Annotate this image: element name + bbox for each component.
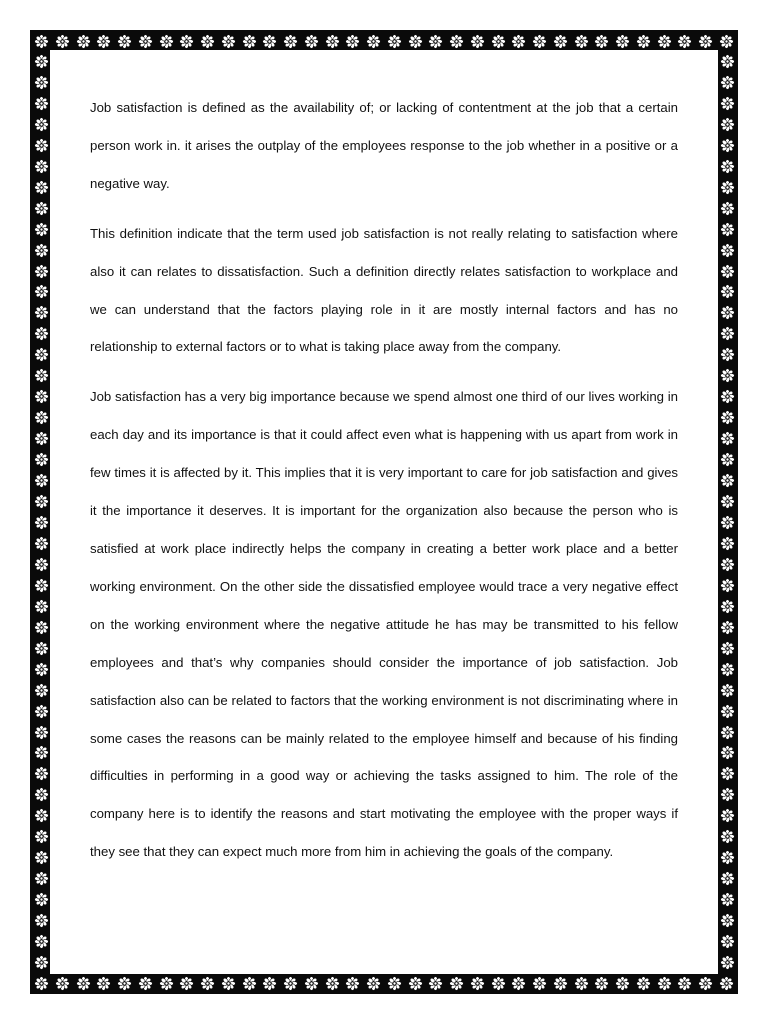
flower-ornament-icon (262, 976, 277, 991)
flower-ornament-icon (428, 976, 443, 991)
flower-ornament-icon (387, 976, 402, 991)
flower-ornament-icon (221, 34, 236, 49)
flower-ornament-icon (720, 829, 735, 844)
flower-ornament-icon (408, 976, 423, 991)
flower-ornament-icon (532, 976, 547, 991)
flower-ornament-icon (657, 976, 672, 991)
flower-ornament-icon (34, 955, 49, 970)
flower-ornament-icon (34, 368, 49, 383)
flower-ornament-icon (34, 515, 49, 530)
flower-ornament-icon (200, 34, 215, 49)
flower-ornament-icon (34, 871, 49, 886)
flower-ornament-icon (34, 725, 49, 740)
border-bottom-row (34, 974, 734, 992)
flower-ornament-icon (720, 641, 735, 656)
flower-ornament-icon (677, 976, 692, 991)
flower-ornament-icon (34, 578, 49, 593)
flower-ornament-icon (574, 34, 589, 49)
flower-ornament-icon (720, 599, 735, 614)
flower-ornament-icon (720, 326, 735, 341)
flower-ornament-icon (325, 34, 340, 49)
flower-ornament-icon (34, 536, 49, 551)
flower-ornament-icon (34, 243, 49, 258)
flower-ornament-icon (34, 284, 49, 299)
flower-ornament-icon (345, 976, 360, 991)
flower-ornament-icon (720, 620, 735, 635)
flower-ornament-icon (511, 976, 526, 991)
flower-ornament-icon (34, 641, 49, 656)
flower-ornament-icon (34, 976, 49, 991)
flower-ornament-icon (408, 34, 423, 49)
flower-ornament-icon (720, 850, 735, 865)
flower-ornament-icon (720, 725, 735, 740)
flower-ornament-icon (34, 704, 49, 719)
flower-ornament-icon (34, 117, 49, 132)
flower-ornament-icon (449, 976, 464, 991)
flower-ornament-icon (283, 976, 298, 991)
flower-ornament-icon (428, 34, 443, 49)
flower-ornament-icon (720, 96, 735, 111)
flower-ornament-icon (96, 34, 111, 49)
flower-ornament-icon (34, 389, 49, 404)
flower-ornament-icon (34, 766, 49, 781)
flower-ornament-icon (720, 138, 735, 153)
flower-ornament-icon (387, 34, 402, 49)
flower-ornament-icon (720, 305, 735, 320)
flower-ornament-icon (720, 264, 735, 279)
flower-ornament-icon (34, 683, 49, 698)
flower-ornament-icon (720, 808, 735, 823)
flower-ornament-icon (242, 34, 257, 49)
flower-ornament-icon (34, 159, 49, 174)
flower-ornament-icon (720, 766, 735, 781)
flower-ornament-icon (221, 976, 236, 991)
border-left-column (32, 54, 50, 970)
flower-ornament-icon (117, 976, 132, 991)
flower-ornament-icon (720, 787, 735, 802)
flower-ornament-icon (720, 159, 735, 174)
flower-ornament-icon (345, 34, 360, 49)
flower-ornament-icon (34, 913, 49, 928)
flower-ornament-icon (34, 54, 49, 69)
flower-ornament-icon (720, 662, 735, 677)
flower-ornament-icon (34, 808, 49, 823)
flower-ornament-icon (532, 34, 547, 49)
flower-ornament-icon (720, 284, 735, 299)
flower-ornament-icon (511, 34, 526, 49)
flower-ornament-icon (720, 389, 735, 404)
flower-ornament-icon (34, 180, 49, 195)
flower-ornament-icon (34, 892, 49, 907)
flower-ornament-icon (34, 745, 49, 760)
flower-ornament-icon (720, 54, 735, 69)
flower-ornament-icon (720, 201, 735, 216)
flower-ornament-icon (553, 976, 568, 991)
flower-ornament-icon (34, 431, 49, 446)
flower-ornament-icon (179, 34, 194, 49)
flower-ornament-icon (698, 976, 713, 991)
flower-ornament-icon (720, 536, 735, 551)
flower-ornament-icon (677, 34, 692, 49)
flower-ornament-icon (720, 410, 735, 425)
flower-ornament-icon (553, 34, 568, 49)
flower-ornament-icon (720, 494, 735, 509)
flower-ornament-icon (55, 34, 70, 49)
flower-ornament-icon (719, 976, 734, 991)
flower-ornament-icon (34, 473, 49, 488)
paragraph-3: Job satisfaction has a very big importance because we spend almost one third of our lives working in each day and its importance is that it could affect even what is happening with us apart from work in few times it is affected by it. This implies that it is very important to care for job satisfaction and gives it the importance it deserves. It is important for the organization also because the person who is satisfied at work place indirectly helps the company in creating a better work place and a better working environment. On the other side the dissatisfied employee would trace a very negative effect on the working environment where the negative attitude he has may be transmitted to his fellow employees and that’s why companies should consider the importance of job satisfaction. Job satisfaction also can be related to factors that the working environment is not discriminating where in some cases the reasons can be mainly related to the employee himself and because of his finding difficulties in performing in a good way or achieving the tasks assigned to him. The role of the company here is to identify the reasons and start motivating the employee with the proper ways if they see that they can expect much more from him in achieving the goals of the company. (90, 389, 678, 860)
flower-ornament-icon (117, 34, 132, 49)
flower-ornament-icon (304, 34, 319, 49)
border-right-column (718, 54, 736, 970)
flower-ornament-icon (720, 75, 735, 90)
flower-ornament-icon (55, 976, 70, 991)
flower-ornament-icon (34, 599, 49, 614)
flower-ornament-icon (138, 976, 153, 991)
flower-ornament-icon (657, 34, 672, 49)
flower-ornament-icon (138, 34, 153, 49)
flower-ornament-icon (720, 452, 735, 467)
flower-ornament-icon (34, 829, 49, 844)
document-body (90, 89, 678, 883)
flower-ornament-icon (449, 34, 464, 49)
flower-ornament-icon (34, 494, 49, 509)
flower-ornament-icon (698, 34, 713, 49)
flower-ornament-icon (720, 934, 735, 949)
flower-ornament-icon (159, 976, 174, 991)
flower-ornament-icon (720, 347, 735, 362)
flower-ornament-icon (720, 222, 735, 237)
flower-ornament-icon (615, 34, 630, 49)
flower-ornament-icon (34, 347, 49, 362)
flower-ornament-icon (366, 34, 381, 49)
flower-ornament-icon (34, 620, 49, 635)
flower-ornament-icon (34, 410, 49, 425)
flower-ornament-icon (76, 976, 91, 991)
flower-ornament-icon (491, 34, 506, 49)
flower-ornament-icon (720, 117, 735, 132)
flower-ornament-icon (34, 305, 49, 320)
flower-ornament-icon (594, 976, 609, 991)
flower-ornament-icon (470, 34, 485, 49)
flower-ornament-icon (179, 976, 194, 991)
flower-ornament-icon (720, 243, 735, 258)
flower-ornament-icon (34, 452, 49, 467)
flower-ornament-icon (720, 683, 735, 698)
flower-ornament-icon (719, 34, 734, 49)
flower-ornament-icon (491, 976, 506, 991)
flower-ornament-icon (720, 473, 735, 488)
flower-ornament-icon (720, 704, 735, 719)
flower-ornament-icon (34, 34, 49, 49)
flower-ornament-icon (34, 557, 49, 572)
border-top-row (34, 32, 734, 50)
flower-ornament-icon (96, 976, 111, 991)
flower-ornament-icon (720, 871, 735, 886)
flower-ornament-icon (325, 976, 340, 991)
flower-ornament-icon (34, 201, 49, 216)
flower-ornament-icon (636, 976, 651, 991)
flower-ornament-icon (594, 34, 609, 49)
flower-ornament-icon (34, 850, 49, 865)
flower-ornament-icon (34, 96, 49, 111)
flower-ornament-icon (720, 180, 735, 195)
flower-ornament-icon (720, 745, 735, 760)
paragraph-1: Job satisfaction is defined as the availability of; or lacking of contentment at the job that a certain person work in. it arises the outplay of the employees response to the job whether in a positive or a negative way. (90, 100, 678, 191)
flower-ornament-icon (720, 913, 735, 928)
paragraph-2: This definition indicate that the term used job satisfaction is not really relating to satisfaction where also it can relates to dissatisfaction. Such a definition directly relates satisfaction to workplace and we can understand that the factors playing role in it are mostly internal factors and has no relationship to external factors or to what is taking place away from the company. (90, 225, 678, 355)
flower-ornament-icon (242, 976, 257, 991)
flower-ornament-icon (636, 34, 651, 49)
flower-ornament-icon (720, 431, 735, 446)
flower-ornament-icon (34, 662, 49, 677)
flower-ornament-icon (720, 955, 735, 970)
flower-ornament-icon (159, 34, 174, 49)
flower-ornament-icon (34, 326, 49, 341)
flower-ornament-icon (720, 368, 735, 383)
flower-ornament-icon (34, 934, 49, 949)
flower-ornament-icon (574, 976, 589, 991)
flower-ornament-icon (34, 75, 49, 90)
flower-ornament-icon (720, 557, 735, 572)
flower-ornament-icon (720, 515, 735, 530)
flower-ornament-icon (262, 34, 277, 49)
flower-ornament-icon (200, 976, 215, 991)
flower-ornament-icon (34, 138, 49, 153)
flower-ornament-icon (366, 976, 381, 991)
flower-ornament-icon (34, 787, 49, 802)
flower-ornament-icon (720, 578, 735, 593)
flower-ornament-icon (304, 976, 319, 991)
flower-ornament-icon (470, 976, 485, 991)
flower-ornament-icon (720, 892, 735, 907)
flower-ornament-icon (615, 976, 630, 991)
flower-ornament-icon (34, 222, 49, 237)
flower-ornament-icon (34, 264, 49, 279)
flower-ornament-icon (76, 34, 91, 49)
flower-ornament-icon (283, 34, 298, 49)
